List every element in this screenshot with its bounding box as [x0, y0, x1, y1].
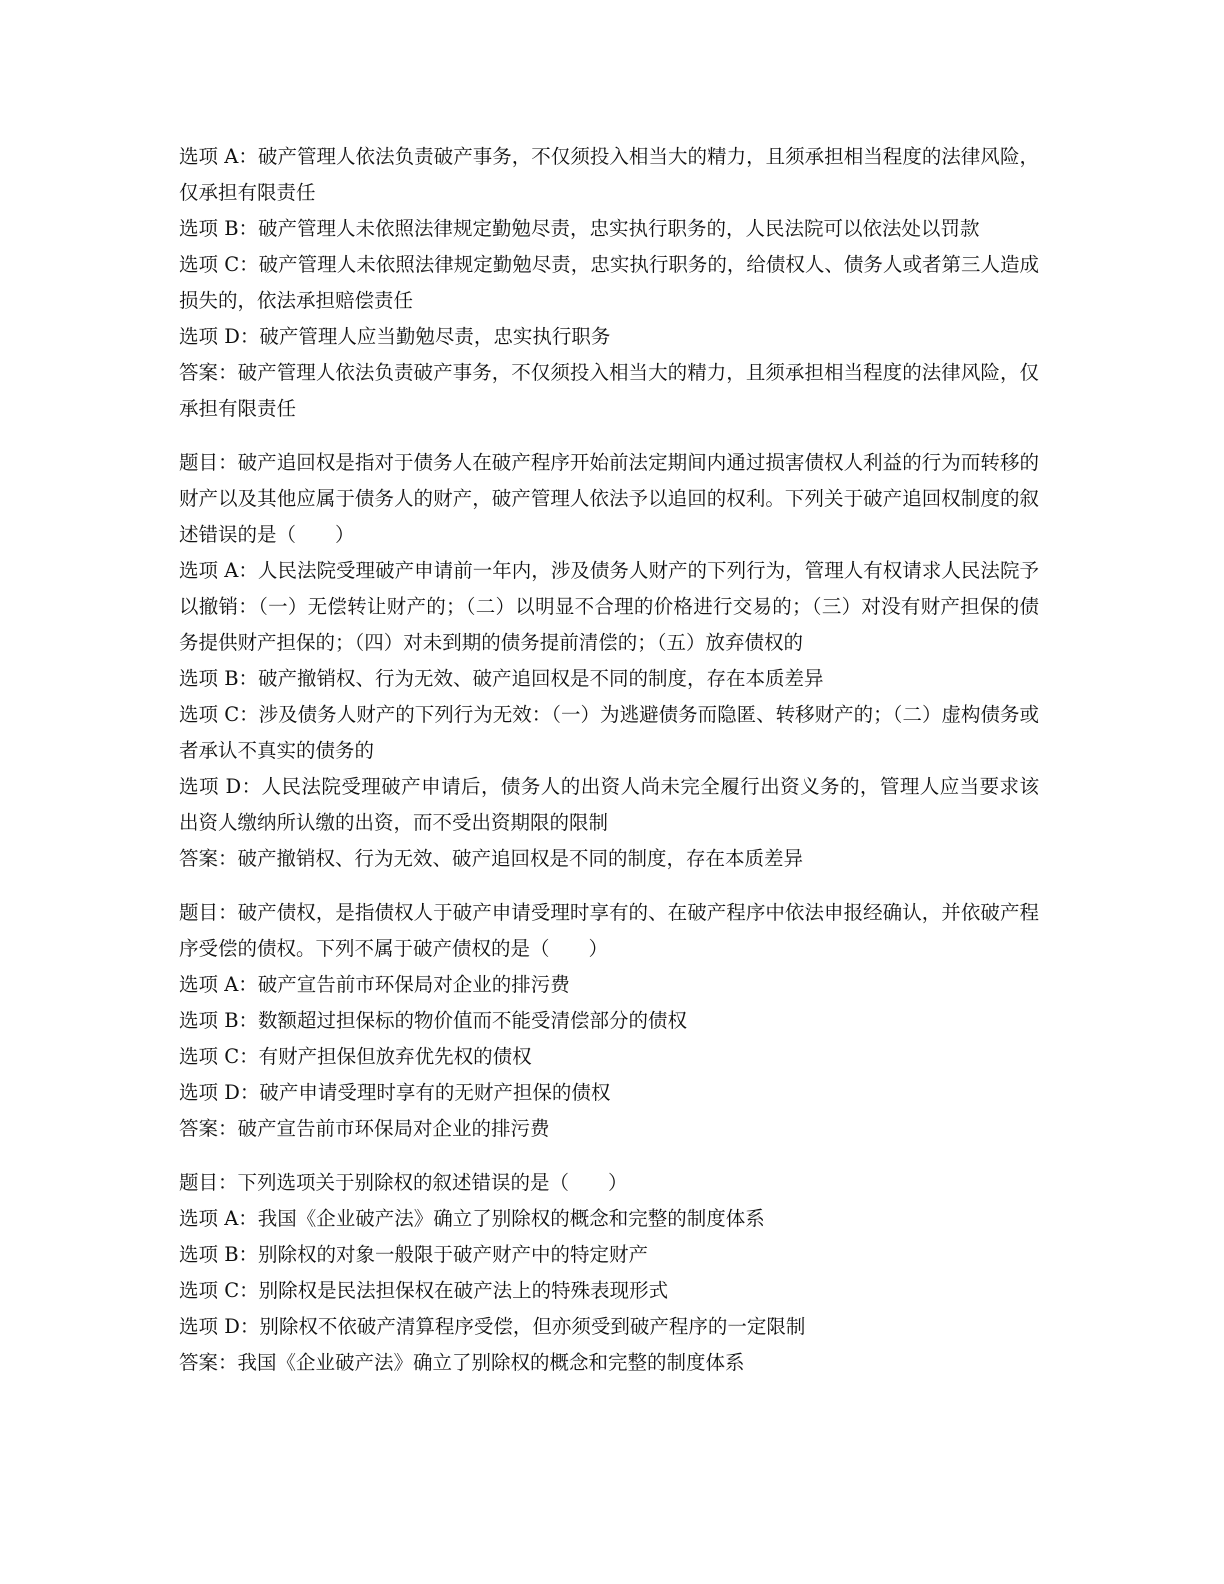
option-b: 选项 B：别除权的对象一般限于破产财产中的特定财产 — [179, 1243, 649, 1266]
question-text: 题目：下列选项关于别除权的叙述错误的是（ ） — [179, 1171, 628, 1194]
answer: 答案：破产撤销权、行为无效、破产追回权是不同的制度，存在本质差异 — [179, 847, 804, 870]
option-a: 选项 A：人民法院受理破产申请前一年内，涉及债务人财产的下列行为，管理人有权请求人民法院予以撤销：（一）无偿转让财产的；（二）以明显不合理的价格进行交易的；（三）对没有财产担保的债务提供财产担保的；（四）对未到期的债务提前清偿的；（五）放弃债权的 — [179, 559, 1039, 654]
option-b: 选项 B：数额超过担保标的物价值而不能受清偿部分的债权 — [179, 1009, 688, 1032]
option-d: 选项 D：破产管理人应当勤勉尽责，忠实执行职务 — [179, 325, 611, 348]
question-block-2 — [179, 445, 1039, 877]
document-page — [179, 139, 1039, 1399]
answer: 答案：破产宣告前市环保局对企业的排污费 — [179, 1117, 550, 1140]
question-block-3 — [179, 895, 1039, 1147]
option-d: 选项 D：别除权不依破产清算程序受偿，但亦须受到破产程序的一定限制 — [179, 1315, 806, 1338]
option-c: 选项 C：涉及债务人财产的下列行为无效：（一）为逃避债务而隐匿、转移财产的；（二）虚构债务或者承认不真实的债务的 — [179, 703, 1039, 762]
question-block-4 — [179, 1165, 1039, 1381]
option-a: 选项 A：破产管理人依法负责破产事务，不仅须投入相当大的精力，且须承担相当程度的法律风险，仅承担有限责任 — [179, 145, 1039, 204]
question-text: 题目：破产追回权是指对于债务人在破产程序开始前法定期间内通过损害债权人利益的行为而转移的财产以及其他应属于债务人的财产，破产管理人依法予以追回的权利。下列关于破产追回权制度的叙述错误的是（ ） — [179, 451, 1039, 546]
answer: 答案：破产管理人依法负责破产事务，不仅须投入相当大的精力，且须承担相当程度的法律风险，仅承担有限责任 — [179, 361, 1039, 420]
answer: 答案：我国《企业破产法》确立了别除权的概念和完整的制度体系 — [179, 1351, 745, 1374]
option-c: 选项 C：别除权是民法担保权在破产法上的特殊表现形式 — [179, 1279, 669, 1302]
option-d: 选项 D：人民法院受理破产申请后，债务人的出资人尚未完全履行出资义务的，管理人应当要求该出资人缴纳所认缴的出资，而不受出资期限的限制 — [179, 775, 1039, 834]
question-text: 题目：破产债权，是指债权人于破产申请受理时享有的、在破产程序中依法申报经确认，并依破产程序受偿的债权。下列不属于破产债权的是（ ） — [179, 901, 1039, 960]
option-c: 选项 C：破产管理人未依照法律规定勤勉尽责，忠实执行职务的，给债权人、债务人或者第三人造成损失的，依法承担赔偿责任 — [179, 253, 1039, 312]
option-b: 选项 B：破产撤销权、行为无效、破产追回权是不同的制度，存在本质差异 — [179, 667, 824, 690]
option-b: 选项 B：破产管理人未依照法律规定勤勉尽责，忠实执行职务的，人民法院可以依法处以罚款 — [179, 217, 980, 240]
option-d: 选项 D：破产申请受理时享有的无财产担保的债权 — [179, 1081, 611, 1104]
question-block-1 — [179, 139, 1039, 427]
option-a: 选项 A：我国《企业破产法》确立了别除权的概念和完整的制度体系 — [179, 1207, 765, 1230]
option-a: 选项 A：破产宣告前市环保局对企业的排污费 — [179, 973, 570, 996]
option-c: 选项 C：有财产担保但放弃优先权的债权 — [179, 1045, 532, 1068]
